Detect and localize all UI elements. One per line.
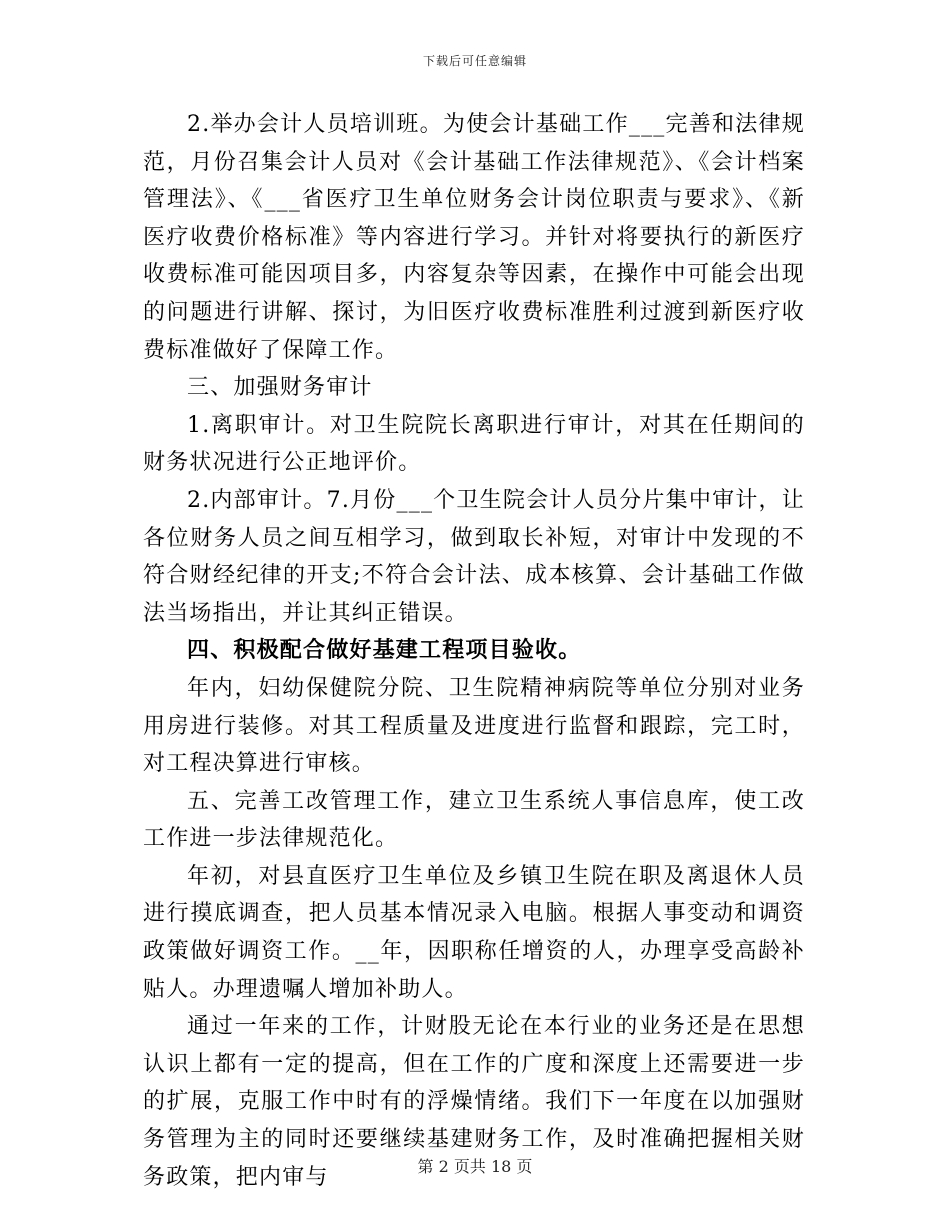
paragraph-departure-audit: 1.离职审计。对卫生院院长离职进行审计，对其在任期间的财务状况进行公正地评价。 [143,412,805,476]
section-heading-infrastructure: 四、积极配合做好基建工程项目验收。 [187,637,582,664]
page-header: 下载后可任意编辑 [422,54,527,68]
page-footer: 第 2 页共 18 页 [417,1157,533,1176]
paragraph-personnel-survey: 年初，对县直医疗卫生单位及乡镇卫生院在职及离退休人员进行摸底调查，把人员基本情况录入电脑。根据人事变动和调资政策做好调资工作。__年，因职称任增资的人，办理享受高龄补贴人。办理遗嘱人增加补助人。 [143,863,805,1002]
document-body [143,106,805,1196]
paragraph-summary: 通过一年来的工作，计财股无论在本行业的业务还是在思想认识上都有一定的提高，但在工作的广度和深度上还需要进一步的扩展，克服工作中时有的浮燥情绪。我们下一年度在以加强财务管理为主的同时还要继续基建财务工作，及时准确把握相关财务政策，把内审与 [143,1014,805,1190]
paragraph-renovation: 年内，妇幼保健院分院、卫生院精神病院等单位分别对业务用房进行装修。对其工程质量及进度进行监督和跟踪，完工时，对工程决算进行审核。 [143,675,805,777]
paragraph-training-class: 2.举办会计人员培训班。为使会计基础工作___完善和法律规范，月份召集会计人员对《会计基础工作法律规范》、《会计档案管理法》、《___省医疗卫生单位财务会计岗位职责与要求》、《新医疗收费价格标准》等内容进行学习。并针对将要执行的新医疗收费标准可能因项目多，内容复杂等因素，在操作中可能会出现的问题进行讲解、探讨，为旧医疗收费标准胜利过渡到新医疗收费标准做好了保障工作。 [143,112,805,363]
paragraph-internal-audit: 2.内部审计。7.月份___个卫生院会计人员分片集中审计，让各位财务人员之间互相学习，做到取长补短，对审计中发现的不符合财经纪律的开支;不符合会计法、成本核算、会计基础工作做法当场指出，并让其纠正错误。 [143,487,805,626]
section-heading-audit: 三、加强财务审计 [187,375,373,401]
paragraph-salary-reform: 五、完善工改管理工作，建立卫生系统人事信息库，使工改工作进一步法律规范化。 [143,788,805,852]
